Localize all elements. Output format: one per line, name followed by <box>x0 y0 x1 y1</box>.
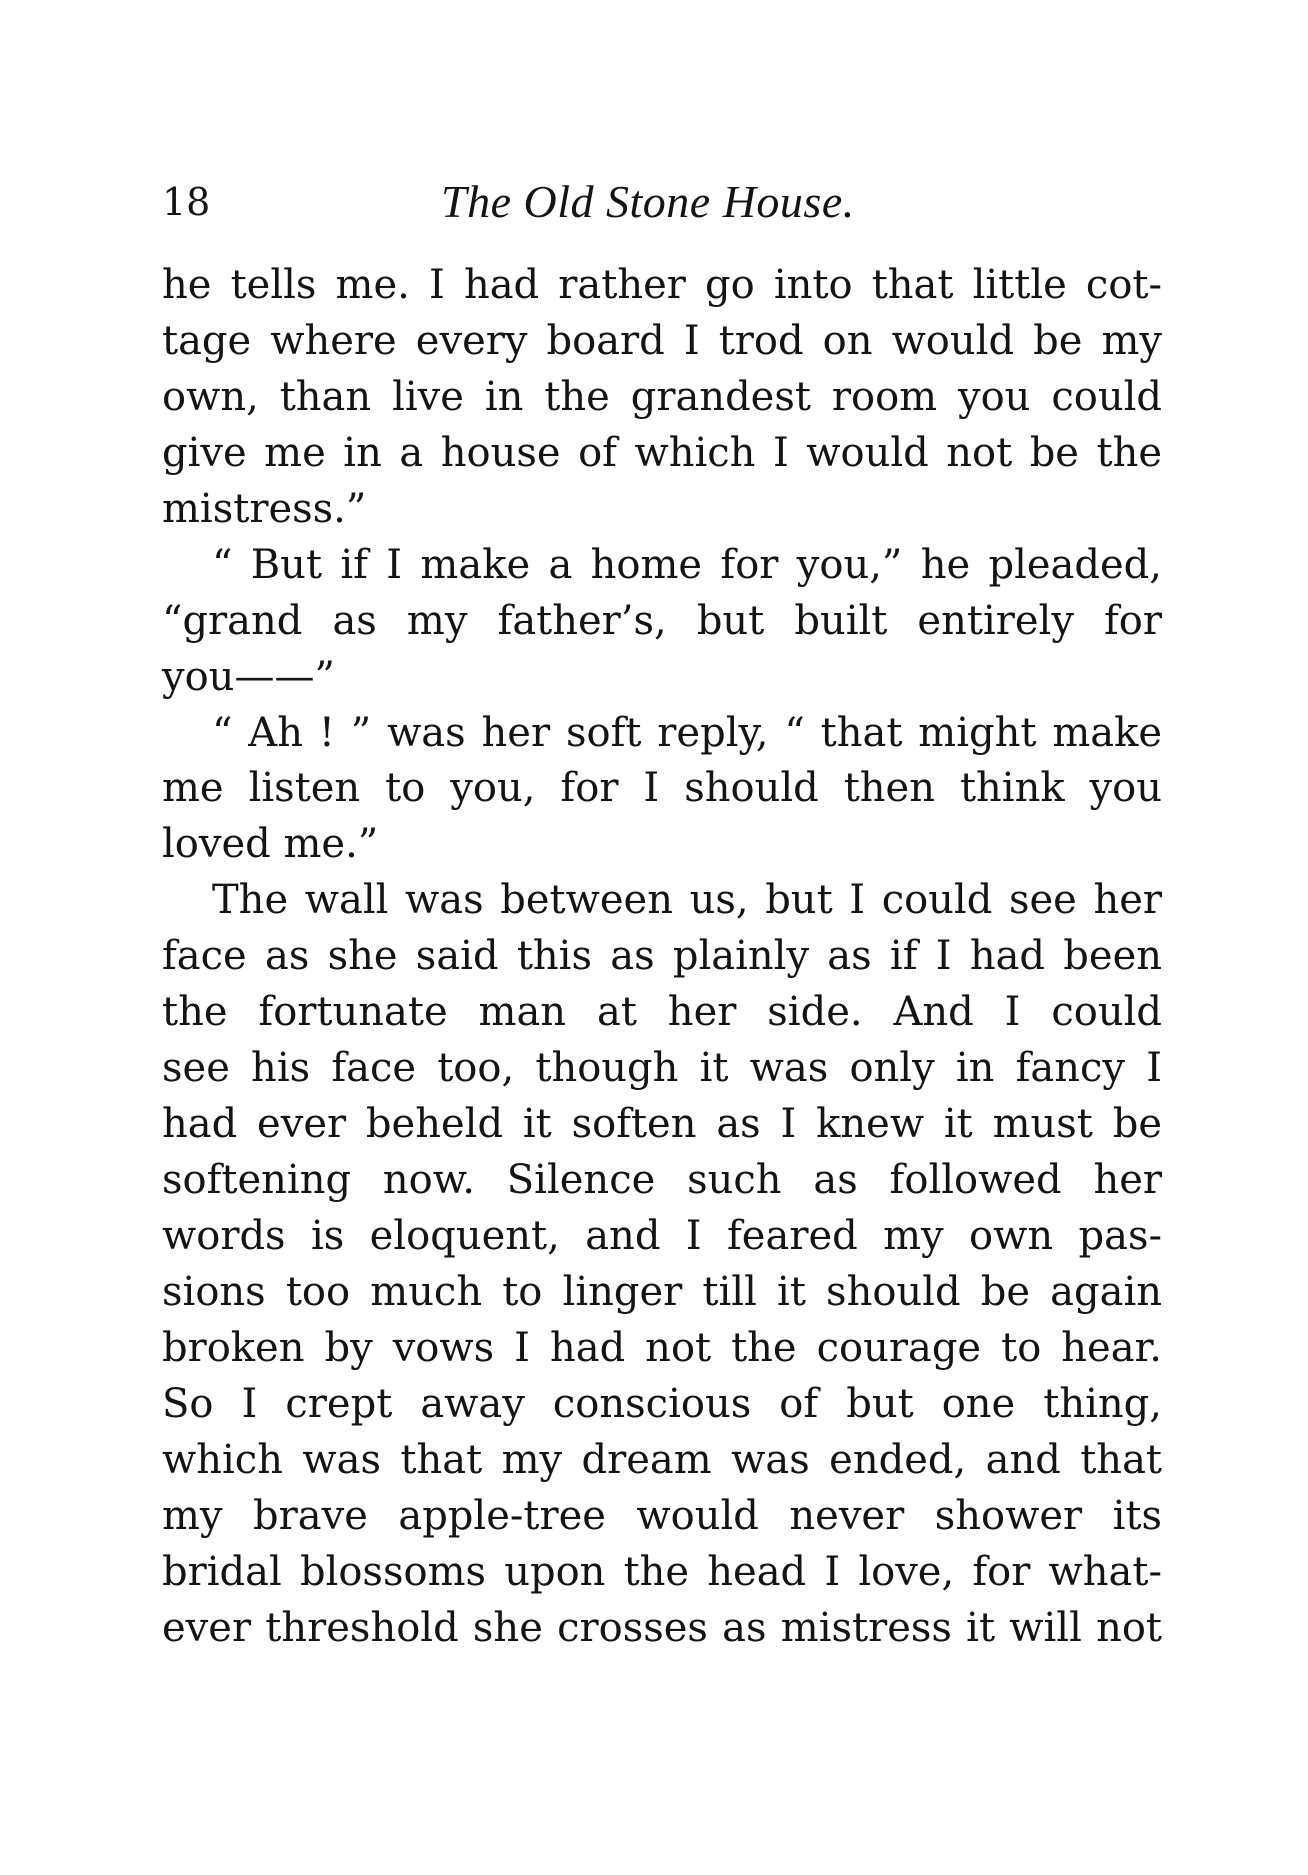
text-line: “ Ah ! ” was her soft reply, “ that might make <box>212 709 1162 756</box>
text-line: softening now. Silence such as followed her <box>162 1157 1162 1203</box>
text-line: bridal blossoms upon the head I love, for what- <box>162 1548 1162 1595</box>
running-title: The Old Stone House. <box>441 176 855 227</box>
text-line: you——” <box>162 653 335 700</box>
text-line: sions too much to linger till it should be again <box>162 1268 1162 1315</box>
text-line: face as she said this as plainly as if I had been <box>162 933 1162 980</box>
text-line: tage where every board I trod on would be my <box>162 317 1162 364</box>
text-line: see his face too, though it was only in fancy I <box>162 1045 1162 1092</box>
text-line: So I crept away conscious of but one thing, <box>162 1380 1162 1427</box>
text-line: words is eloquent, and I feared my own pas- <box>162 1212 1162 1259</box>
text-line: ever threshold she crosses as mistress it will not <box>162 1604 1162 1651</box>
page-number: 18 <box>162 180 211 224</box>
text-line: own, than live in the grandest room you could <box>162 373 1162 420</box>
text-line: the fortunate man at her side. And I could <box>162 989 1162 1036</box>
text-line: “grand as my father’s, but built entirely for <box>162 597 1162 644</box>
text-line: had ever beheld it soften as I knew it must be <box>162 1101 1162 1148</box>
text-line: mistress.” <box>162 485 367 532</box>
text-line: The wall was between us, but I could see her <box>212 877 1162 924</box>
text-line: loved me.” <box>162 821 379 868</box>
text-line: give me in a house of which I would not be the <box>162 429 1162 476</box>
text-line: which was that my dream was ended, and that <box>162 1436 1162 1483</box>
text-line: me listen to you, for I should then think you <box>162 765 1162 812</box>
page-header <box>162 176 1162 242</box>
body-text <box>162 258 1162 1656</box>
text-line: broken by vows I had not the courage to hear. <box>162 1324 1162 1371</box>
text-line: he tells me. I had rather go into that little cot- <box>162 262 1162 308</box>
text-line: my brave apple-tree would never shower its <box>162 1492 1162 1539</box>
text-line: “ But if I make a home for you,” he pleaded, <box>212 541 1162 588</box>
